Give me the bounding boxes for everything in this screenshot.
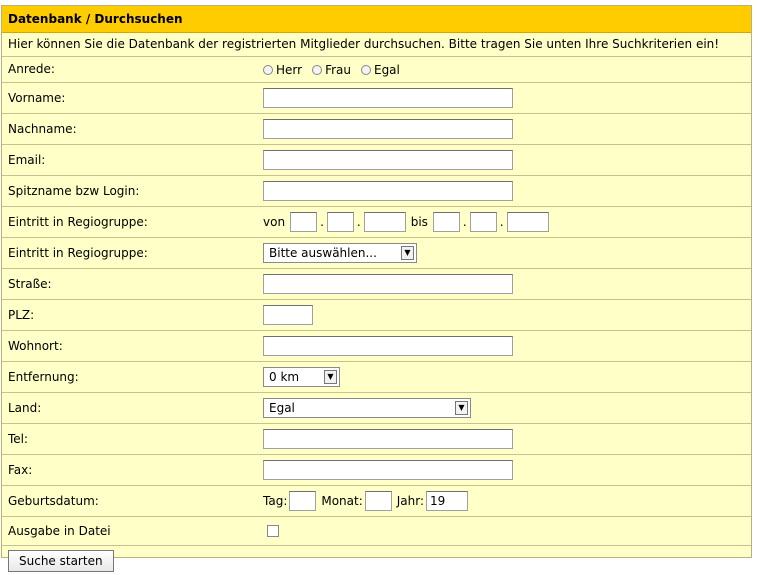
row-eintritt-range: Eintritt in Regiogruppe: von . . bis . . (2, 207, 751, 238)
plz-label: PLZ: (8, 308, 35, 322)
tag-label: Tag: (263, 494, 288, 508)
search-submit-button[interactable]: Suche starten (8, 550, 114, 572)
radio-circle-icon (361, 65, 371, 75)
fax-input[interactable] (263, 460, 513, 480)
bis-day-input[interactable] (433, 212, 460, 232)
jahr-label: Jahr: (396, 494, 425, 508)
row-strasse (2, 269, 751, 300)
ausgabe-label: Ausgabe in Datei (8, 524, 111, 538)
land-select[interactable]: Egal ▼ (263, 398, 471, 418)
row-ausgabe (2, 517, 751, 546)
eintritt-select[interactable]: Bitte auswählen... ▼ (263, 243, 417, 263)
row-anrede (2, 57, 751, 83)
row-login (2, 176, 751, 207)
radio-egal[interactable]: Egal (361, 63, 400, 77)
search-form-panel (1, 5, 752, 568)
eintritt-select-label: Eintritt in Regiogruppe: (8, 246, 148, 260)
chevron-down-icon: ▼ (455, 401, 468, 415)
strasse-label: Straße: (8, 277, 52, 291)
tag-input[interactable] (289, 491, 316, 511)
bis-month-input[interactable] (470, 212, 497, 232)
von-day-input[interactable] (290, 212, 317, 232)
chevron-down-icon: ▼ (401, 246, 414, 260)
tel-input[interactable] (263, 429, 513, 449)
radio-frau[interactable]: Frau (312, 63, 351, 77)
wohnort-input[interactable] (263, 336, 513, 356)
login-label: Spitzname bzw Login: (8, 184, 140, 198)
vorname-input[interactable] (263, 88, 513, 108)
von-label: von (263, 215, 286, 229)
bis-label: bis (410, 215, 428, 229)
plz-input[interactable] (263, 305, 313, 325)
row-tel (2, 424, 751, 455)
row-submit (2, 546, 751, 575)
row-fax (2, 455, 751, 486)
row-email (2, 145, 751, 176)
tel-label: Tel: (8, 432, 29, 446)
land-label: Land: (8, 401, 42, 415)
eintritt-range-label: Eintritt in Regiogruppe: (8, 215, 148, 229)
fax-label: Fax: (8, 463, 33, 477)
row-wohnort (2, 331, 751, 362)
strasse-input[interactable] (263, 274, 513, 294)
nachname-label: Nachname: (8, 122, 77, 136)
row-land (2, 393, 751, 424)
row-geburtsdatum (2, 486, 751, 517)
ausgabe-checkbox[interactable] (267, 525, 279, 537)
chevron-down-icon: ▼ (324, 370, 337, 384)
bis-year-input[interactable] (507, 212, 549, 232)
geburtsdatum-label: Geburtsdatum: (8, 494, 99, 508)
login-input[interactable] (263, 181, 513, 201)
wohnort-label: Wohnort: (8, 339, 63, 353)
monat-label: Monat: (321, 494, 363, 508)
intro-text: Hier können Sie die Datenbank der registrierten Mitglieder durchsuchen. Bitte tragen Sie unten Ihre Suchkriterien ein! (2, 33, 751, 57)
entfernung-select[interactable]: 0 km ▼ (263, 367, 340, 387)
vorname-label: Vorname: (8, 91, 66, 105)
radio-herr[interactable]: Herr (263, 63, 302, 77)
row-vorname (2, 83, 751, 114)
von-year-input[interactable] (364, 212, 406, 232)
page-title: Datenbank / Durchsuchen (2, 6, 751, 33)
row-plz (2, 300, 751, 331)
radio-circle-icon (312, 65, 322, 75)
row-entfernung (2, 362, 751, 393)
row-eintritt-select (2, 238, 751, 269)
nachname-input[interactable] (263, 119, 513, 139)
row-nachname (2, 114, 751, 145)
anrede-label: Anrede: (8, 62, 55, 76)
monat-input[interactable] (365, 491, 392, 511)
von-month-input[interactable] (327, 212, 354, 232)
entfernung-label: Entfernung: (8, 370, 79, 384)
email-label: Email: (8, 153, 46, 167)
email-input[interactable] (263, 150, 513, 170)
radio-circle-icon (263, 65, 273, 75)
jahr-input[interactable] (426, 491, 468, 511)
